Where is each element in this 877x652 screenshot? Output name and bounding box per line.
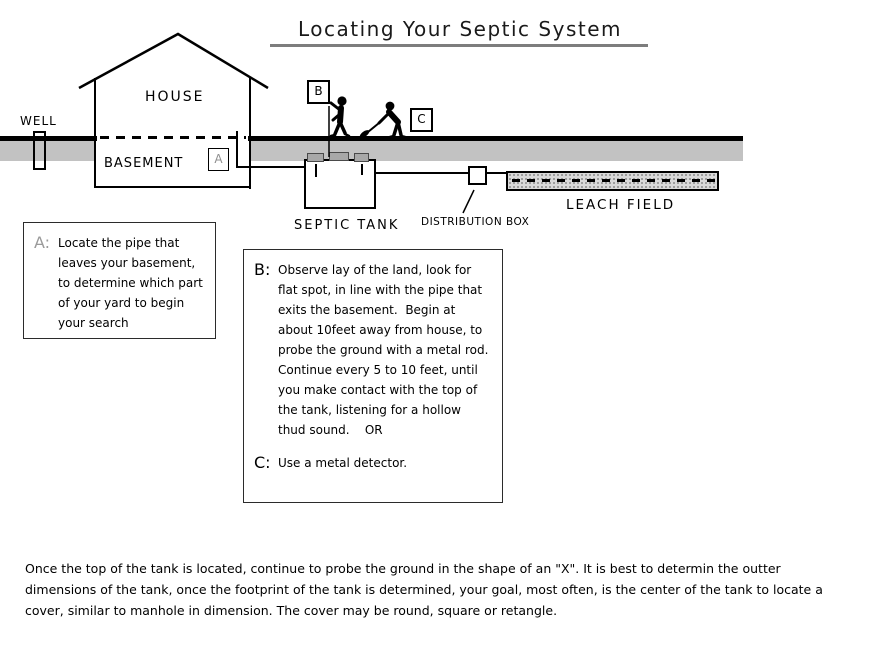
title-underline [270,44,648,47]
distribution-box-pointer-line [463,190,474,213]
distribution-box [468,166,487,185]
note-c-label: C: [254,453,271,472]
basement-to-tank-pipe [236,166,306,168]
leach-field-dashed-line [512,179,715,182]
house-right-wall [249,77,251,189]
tank-to-distribution-pipe [374,172,468,174]
note-b-text: Observe lay of the land, look for flat spot, in line with the pipe that exits the basement. Begin at about 10feet away from house, to probe the ground with a metal rod. Continue every 5 to 10 feet, until you make contact with the top of the tank, listening for a hollow thud sound. OR [278,263,497,437]
house-roof [79,34,268,88]
metal-detector-person-icon [359,102,405,140]
basement-exit-pipe-vertical [236,131,238,168]
marker-c-box: C [410,108,433,132]
note-a-entry [34,233,205,333]
well-label: WELL [20,114,57,128]
distribution-box-label: DISTRIBUTION BOX [421,216,530,228]
well-casing-icon [33,131,46,170]
basement-label: BASEMENT [104,156,184,171]
house-ground-dashed-line [100,136,246,139]
tank-inlet-baffle [315,164,317,177]
note-a-box [23,222,216,339]
house-basement-floor [94,186,251,188]
note-spacer [254,440,492,453]
tank-cover-icon [307,153,324,162]
probing-person-icon [331,96,349,136]
ground-band-left [0,141,95,161]
septic-tank-label: SEPTIC TANK [294,218,400,233]
footer-instructions: Once the top of the tank is located, continue to probe the ground in the shape of an "X". It is best to determin the outter dimensions of the tank, once the footprint of the tank is determined, your goal, most often, is the center of the tank to locate a cover, similar to manhole in dimension. The cover may be round, square or retangle. [25,561,827,618]
tank-cover-icon [329,152,349,161]
marker-a-box: A [208,148,229,171]
note-b-entry [254,260,497,440]
leach-field-label: LEACH FIELD [566,197,676,213]
note-b-label: B: [254,260,271,279]
note-c-text: Use a metal detector. [278,456,408,470]
note-bc-box [243,249,503,503]
house-left-wall [94,78,96,187]
note-a-label: A: [34,233,51,252]
distribution-to-leach-pipe [485,172,506,174]
tank-outlet-baffle [361,164,363,175]
marker-b-box: B [307,80,330,104]
note-c-entry [254,453,492,473]
tank-cover-icon [354,153,369,162]
leach-field [506,171,719,191]
house-label: HOUSE [145,89,205,105]
note-a-text: Locate the pipe that leaves your basement, to determine which part of your yard to begin your search [58,236,207,330]
page-title: Locating Your Septic System [298,17,622,41]
